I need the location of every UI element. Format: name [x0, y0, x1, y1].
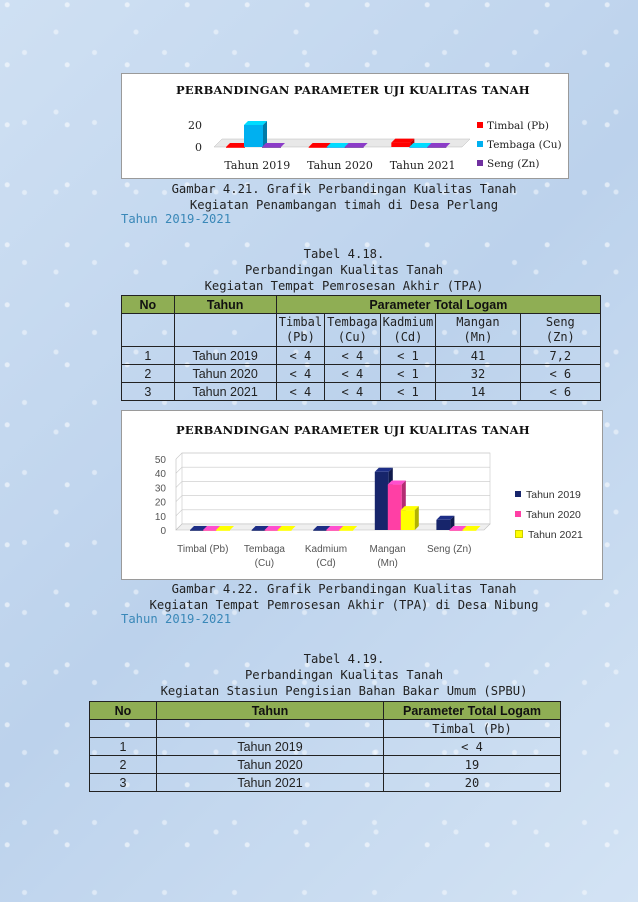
x-tick-label: (Cd): [316, 558, 336, 569]
legend-item: [477, 114, 565, 133]
bar: [313, 530, 327, 531]
cell-value: < 6: [520, 383, 600, 401]
legend-item: [515, 523, 599, 543]
bar: [436, 520, 450, 530]
y-tick-label: 30: [154, 483, 166, 495]
legend-swatch: [515, 491, 521, 497]
header-tahun: Tahun: [174, 296, 276, 314]
table-header-row: [122, 296, 601, 314]
caption-year: Tahun 2019-2021: [121, 612, 232, 626]
cell-value: < 1: [380, 383, 436, 401]
cell-no: 2: [90, 756, 157, 774]
y-tick-label: 40: [154, 469, 166, 481]
gridline-side: [176, 496, 182, 502]
bar: [244, 125, 263, 147]
y-tick-label: 10: [154, 511, 166, 523]
legend-label: Seng (Zn): [487, 158, 540, 170]
cell-value: 19: [384, 756, 561, 774]
subheader-cell: Seng (Zn): [520, 314, 600, 347]
legend-label: Tahun 2021: [528, 529, 583, 541]
table-row: [122, 365, 601, 383]
legend-label: Tahun 2019: [526, 489, 581, 501]
caption-line: Kegiatan Penambangan timah di Desa Perlang: [189, 198, 499, 212]
caption-line: Tabel 4.18.: [303, 247, 385, 261]
bar: [326, 530, 340, 531]
table-row: [90, 774, 561, 792]
subheader-cell: Timbal (Pb): [276, 314, 324, 347]
bar: [388, 485, 402, 530]
gridline-side: [176, 453, 182, 459]
caption-year: Tahun 2019-2021: [121, 212, 232, 226]
x-tick-label: Tembaga: [243, 544, 285, 555]
bar: [203, 530, 217, 531]
y-tick-label: 0: [160, 526, 166, 537]
bar: [278, 530, 292, 531]
legend-label: Tembaga (Cu): [487, 139, 562, 151]
bar: [327, 147, 346, 148]
x-tick-label: (Cu): [254, 558, 275, 569]
bar: [462, 530, 476, 531]
cell-value: < 4: [276, 347, 324, 365]
chart-2-legend: [515, 483, 599, 543]
bar: [309, 147, 328, 148]
legend-swatch: [515, 530, 523, 538]
bar: [226, 147, 245, 148]
chart-1-legend: [477, 114, 565, 171]
table-4-18: [121, 295, 601, 401]
table-4-19-caption: [0, 651, 638, 699]
bar: [401, 510, 415, 530]
cell-no: 1: [90, 738, 157, 756]
caption-line: Kegiatan Tempat Pemrosesan Akhir (TPA) di Desa Nibung: [149, 598, 539, 612]
table-header-row: [90, 702, 561, 720]
empty-cell: [122, 314, 175, 347]
gridline-side: [176, 510, 182, 516]
x-tick-label: (Mn): [377, 558, 398, 569]
empty-cell: [174, 314, 276, 347]
table-row: [122, 347, 601, 365]
cell-no: 3: [90, 774, 157, 792]
legend-swatch: [477, 122, 483, 128]
bar-top: [427, 143, 450, 147]
cell-value: < 4: [325, 365, 381, 383]
cell-value: < 6: [520, 365, 600, 383]
cell-value: < 4: [325, 347, 381, 365]
cell-value: < 4: [276, 365, 324, 383]
plot-backwall: [182, 453, 490, 524]
cell-tahun: Tahun 2020: [157, 756, 384, 774]
legend-swatch: [515, 511, 521, 517]
empty-cell: [90, 720, 157, 738]
legend-item: [477, 152, 565, 171]
header-no: No: [90, 702, 157, 720]
chart-1-title: PERBANDINGAN PARAMETER UJI KUALITAS TANAH: [176, 83, 530, 97]
bar: [339, 530, 353, 531]
legend-label: Timbal (Pb): [487, 120, 549, 132]
cell-tahun: Tahun 2021: [157, 774, 384, 792]
cell-value: 41: [436, 347, 520, 365]
empty-cell: [157, 720, 384, 738]
bar: [345, 147, 364, 148]
cell-value: < 4: [384, 738, 561, 756]
gridline-side: [176, 467, 182, 473]
legend-swatch: [477, 141, 483, 147]
table-subheader-row: [122, 314, 601, 347]
cell-value: 7,2: [520, 347, 600, 365]
subheader-cell: Mangan (Mn): [436, 314, 520, 347]
bar: [391, 143, 410, 147]
y-tick-label: 20: [188, 119, 202, 132]
cell-no: 3: [122, 383, 175, 401]
subheader-cell: Tembaga (Cu): [325, 314, 381, 347]
bar: [262, 147, 281, 148]
cell-value: < 4: [325, 383, 381, 401]
cell-value: < 4: [276, 383, 324, 401]
x-tick-label: Mangan: [369, 544, 406, 555]
caption-line: Kegiatan Stasiun Pengisian Bahan Bakar Umum (SPBU): [160, 684, 528, 698]
caption-line: Perbandingan Kualitas Tanah: [244, 668, 444, 682]
bar-side: [415, 506, 419, 530]
bar: [252, 530, 266, 531]
caption-line: Kegiatan Tempat Pemrosesan Akhir (TPA): [204, 279, 484, 293]
table-4-18-caption: [0, 246, 638, 294]
x-tick-label: Tahun 2020: [307, 159, 373, 172]
gridline-side: [176, 481, 182, 487]
bar-top: [391, 139, 414, 143]
cell-tahun: Tahun 2021: [174, 383, 276, 401]
table-subheader-row: [90, 720, 561, 738]
cell-no: 2: [122, 365, 175, 383]
legend-item: [515, 483, 599, 503]
chart-2: [121, 410, 603, 580]
figure-4-21-caption: [0, 181, 638, 213]
caption-line: Perbandingan Kualitas Tanah: [244, 263, 444, 277]
subheader-cell: Kadmium (Cd): [380, 314, 436, 347]
bar: [449, 530, 463, 531]
caption-line: Gambar 4.21. Grafik Perbandingan Kualitas Tanah: [171, 182, 517, 196]
y-tick-label: 0: [195, 141, 202, 154]
x-tick-label: Tahun 2019: [224, 159, 291, 172]
header-no: No: [122, 296, 175, 314]
figure-4-22-caption: [0, 581, 638, 613]
y-tick-label: 50: [154, 455, 166, 466]
caption-line: Gambar 4.22. Grafik Perbandingan Kualitas Tanah: [171, 582, 517, 596]
bar: [216, 530, 230, 531]
x-tick-label: Kadmium: [304, 544, 348, 555]
table-row: [90, 738, 561, 756]
legend-item: [515, 503, 599, 523]
legend-item: [477, 133, 565, 152]
bar-top: [345, 143, 368, 147]
chart-1: [121, 73, 569, 179]
cell-tahun: Tahun 2019: [174, 347, 276, 365]
y-tick-label: 20: [154, 497, 166, 509]
header-tahun: Tahun: [157, 702, 384, 720]
bar: [265, 530, 279, 531]
cell-value: 14: [436, 383, 520, 401]
table-row: [122, 383, 601, 401]
subheader-cell: Timbal (Pb): [384, 720, 561, 738]
cell-value: 32: [436, 365, 520, 383]
cell-no: 1: [122, 347, 175, 365]
bar: [409, 147, 428, 148]
bar-top: [244, 121, 267, 125]
cell-value: < 1: [380, 347, 436, 365]
bar: [427, 147, 446, 148]
cell-value: 20: [384, 774, 561, 792]
chart-2-title: PERBANDINGAN PARAMETER UJI KUALITAS TANAH: [176, 423, 530, 437]
bar: [190, 530, 204, 531]
cell-tahun: Tahun 2019: [157, 738, 384, 756]
legend-swatch: [477, 160, 483, 166]
caption-line: Tabel 4.19.: [303, 652, 385, 666]
x-tick-label: Timbal (Pb): [177, 544, 229, 555]
table-4-19: [89, 701, 561, 792]
bar: [375, 472, 389, 530]
bar-top: [262, 143, 285, 147]
header-parameter: Parameter Total Logam: [384, 702, 561, 720]
legend-label: Tahun 2020: [526, 509, 581, 521]
header-parameter: Parameter Total Logam: [276, 296, 600, 314]
x-tick-label: Seng (Zn): [426, 544, 472, 555]
cell-tahun: Tahun 2020: [174, 365, 276, 383]
x-tick-label: Tahun 2021: [389, 159, 456, 172]
cell-value: < 1: [380, 365, 436, 383]
table-row: [90, 756, 561, 774]
